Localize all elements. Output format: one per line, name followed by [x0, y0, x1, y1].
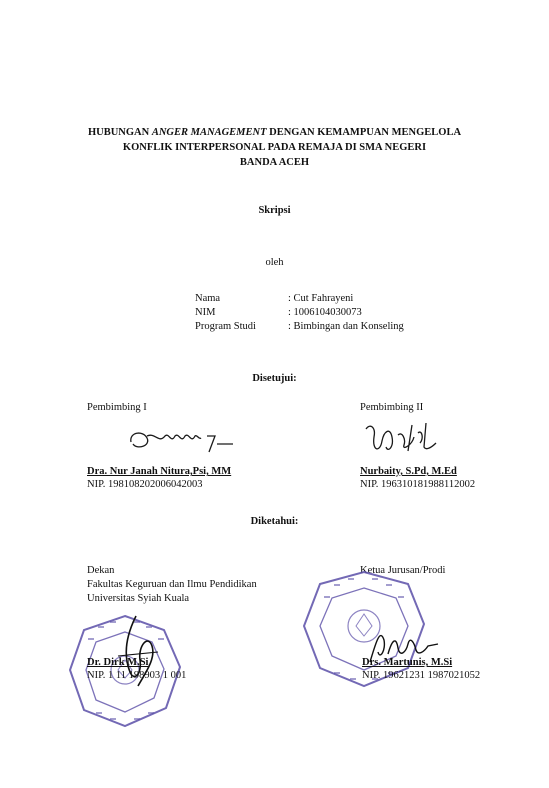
identity-label-program: Program Studi	[195, 321, 256, 332]
identity-value-nim: : 1006104030073	[288, 307, 362, 318]
identity-value-program: : Bimbingan dan Konseling	[288, 321, 404, 332]
advisor-2-name: Nurbaity, S.Pd, M.Ed	[360, 466, 457, 477]
advisor-1-name: Dra. Nur Janah Nitura,Psi, MM	[87, 466, 232, 477]
advisor-2-signature	[362, 417, 442, 465]
official-2-name: Drs. Martunis, M.Si	[362, 657, 453, 668]
identity-label-nim: NIM	[195, 307, 216, 318]
advisor-1-role: Pembimbing I	[87, 402, 147, 413]
acknowledged-heading: Diketahui:	[250, 516, 299, 527]
official-1-name: Dr. Dirk M.Si	[87, 657, 149, 668]
advisor-2-nip: NIP. 196310181988112002	[360, 479, 476, 490]
advisor-1-signature	[125, 422, 235, 462]
advisor-1-nip: NIP. 198108202006042003	[87, 479, 203, 490]
official-2-nip: NIP. 19621231 1987021052	[362, 670, 481, 681]
official-1-nip: NIP. 1 11 198903 1 001	[87, 670, 187, 681]
by-label: oleh	[265, 257, 284, 268]
official-1-university: Universitas Syiah Kuala	[87, 593, 190, 604]
official-2-role: Ketua Jurusan/Prodi	[360, 565, 446, 576]
identity-value-name: : Cut Fahrayeni	[288, 293, 354, 304]
document-type: Skripsi	[258, 205, 291, 216]
title-line-1: HUBUNGAN ANGER MANAGEMENT DENGAN KEMAMPUAN MENGELOLA	[87, 127, 462, 138]
thesis-title	[0, 125, 549, 170]
approved-heading: Disetujui:	[252, 373, 297, 384]
official-1-role: Dekan	[87, 565, 115, 576]
title-line-3: BANDA ACEH	[239, 157, 310, 168]
advisor-2-role: Pembimbing II	[360, 402, 424, 413]
identity-label-name: Nama	[195, 293, 221, 304]
title-line-2: KONFLIK INTERPERSONAL PADA REMAJA DI SMA NEGERI	[122, 142, 427, 153]
official-1-faculty: Fakultas Keguruan dan Ilmu Pendidikan	[87, 579, 257, 590]
